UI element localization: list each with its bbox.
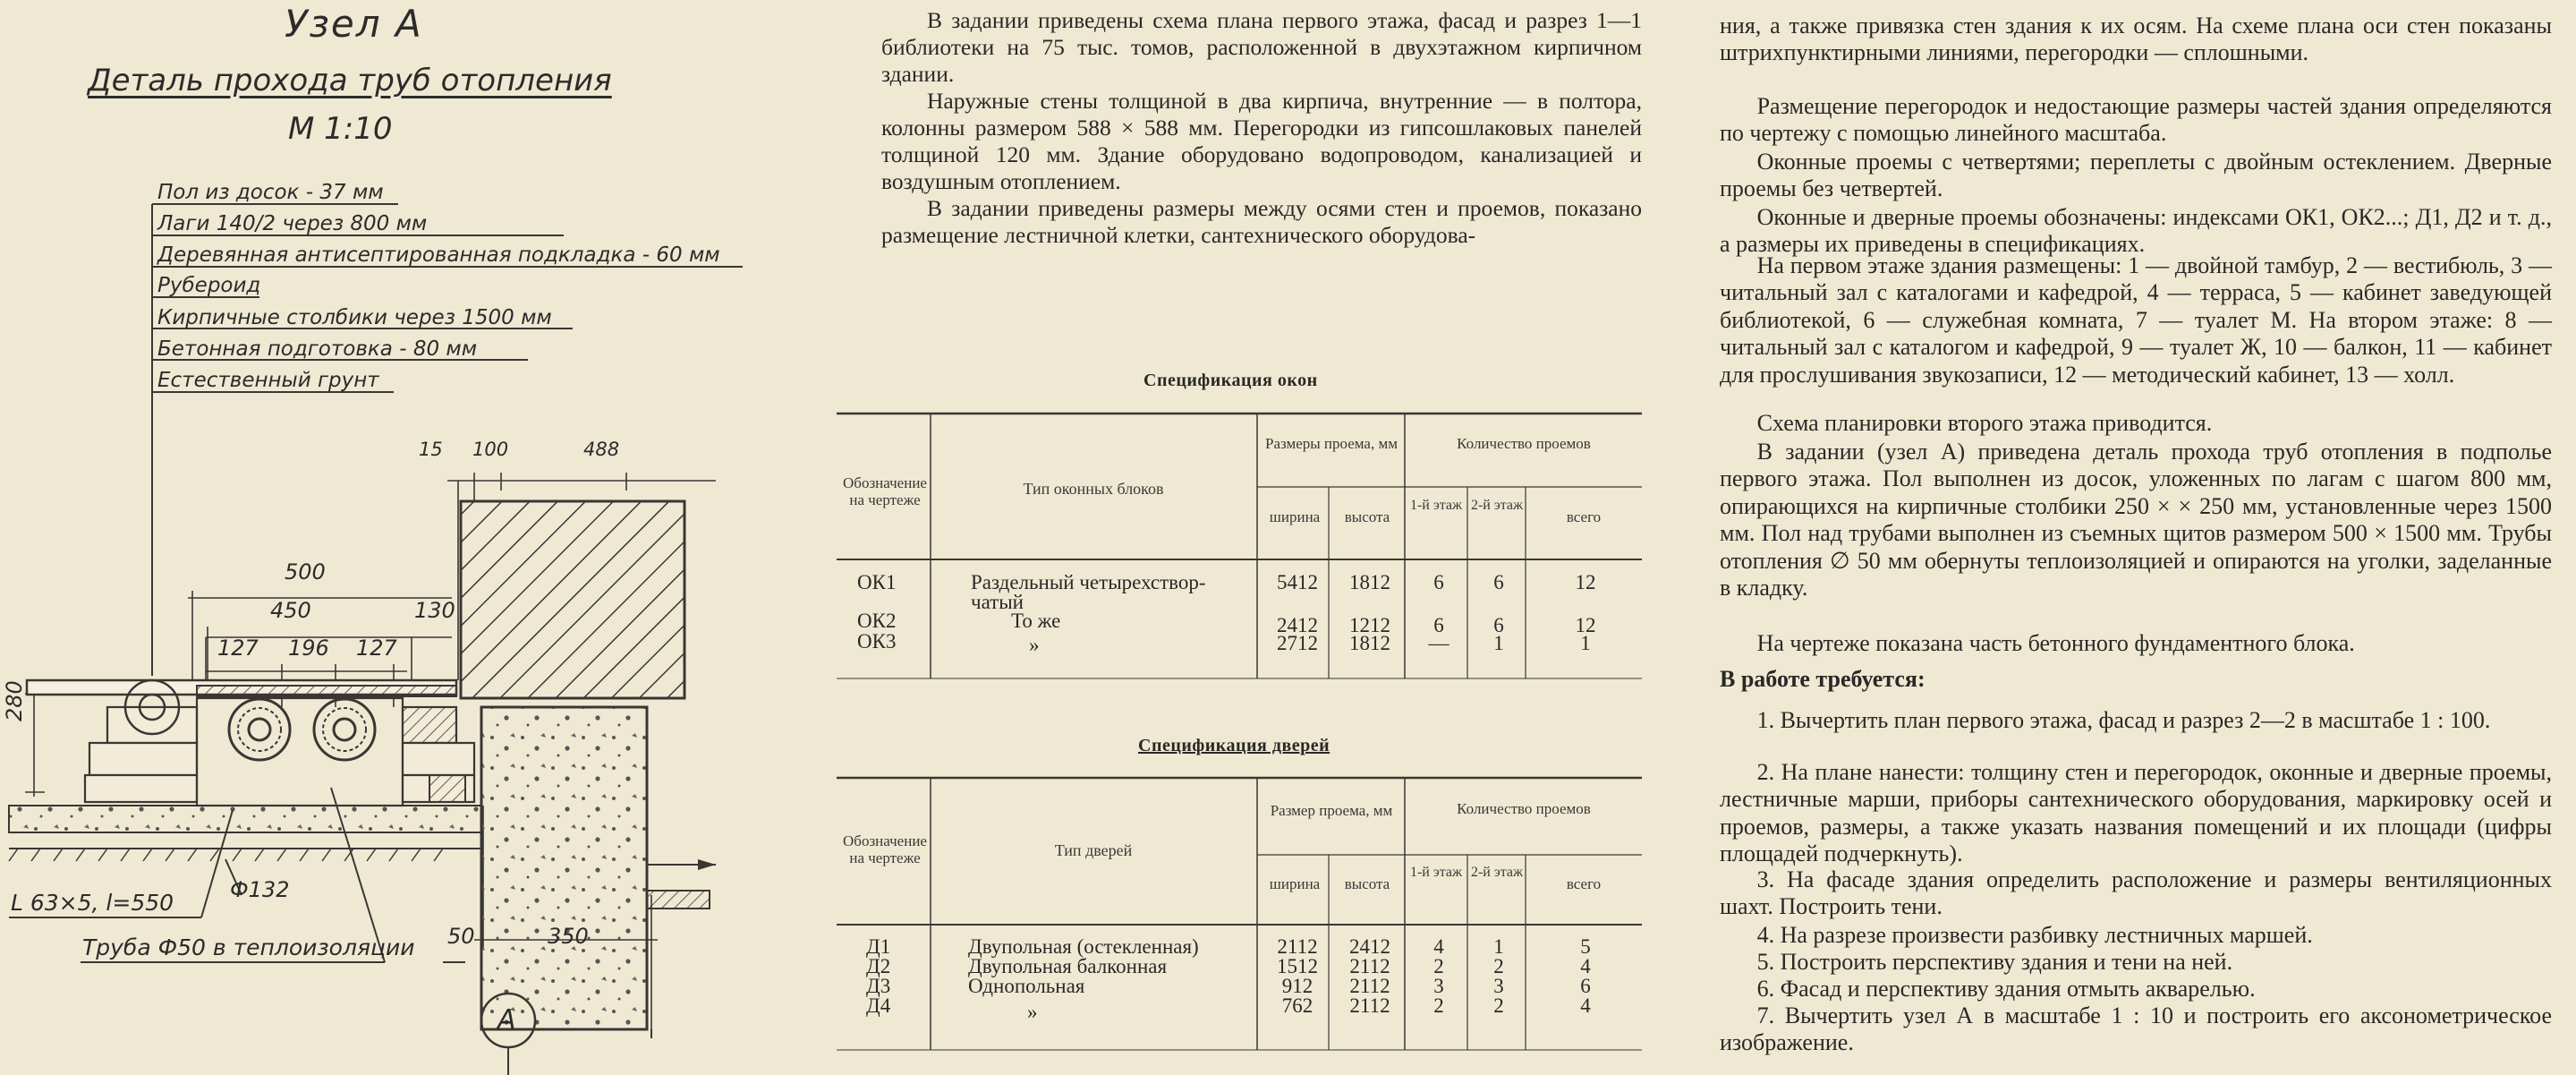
intro-paragraph: В задании приведены размеры между осями стен и проемов, показано размещение лестничной клетки, сантехнического оборудова- (881, 195, 1642, 248)
body-paragraph: Схема планировки второго этажа приводится. (1756, 410, 2213, 436)
table-cell: 2 (1493, 955, 1504, 977)
body-paragraph: Размещение перегородок и недостающие размеры частей здания определяются по чертежу с помощью линейного масштаба. (1720, 93, 2552, 147)
layer-label: Деревянная антисептированная подкладка - 60 мм (157, 243, 720, 267)
table-cell: 1812 (1349, 571, 1390, 593)
layer-label: Лаги 140/2 через 800 мм (157, 212, 428, 235)
th-width: ширина (1269, 508, 1321, 525)
dim-label: 127 (356, 636, 397, 661)
table-cell: ОК3 (857, 630, 897, 653)
th-total: всего (1566, 508, 1602, 525)
layer-label: Пол из досок - 37 мм (157, 181, 384, 204)
table-cell: Д1 (866, 935, 891, 958)
table-cell: 2112 (1349, 975, 1390, 997)
task-item: 1. Вычертить план первого этажа, фасад и разрез 2—2 в масштабе 1 : 100. (1756, 707, 2491, 733)
table-cell: » (1029, 634, 1040, 656)
dim-label: 196 (288, 636, 329, 661)
table-cell: 12 (1575, 571, 1596, 593)
th-qty: Количество проемов (1457, 800, 1591, 817)
doors-table-caption: Спецификация дверей (1138, 736, 1331, 755)
table-cell: 1 (1493, 632, 1504, 654)
table-cell: 2112 (1277, 935, 1318, 958)
th-floor1: 1-й этаж (1409, 498, 1463, 513)
layer-label: Кирпичные столбики через 1500 мм (157, 306, 552, 329)
task-item: 6. Фасад и перспективу здания отмыть акварелью. (1756, 976, 2256, 1002)
table-cell: 6 (1433, 571, 1444, 593)
dim-label: 100 (472, 439, 509, 460)
angle-callout: L 63×5, l=550 (11, 890, 174, 916)
layer-label: Бетонная подготовка - 80 мм (157, 337, 478, 361)
table-cell: Д3 (866, 975, 891, 997)
dim-label: 488 (583, 439, 620, 460)
table-cell: 6 (1493, 571, 1504, 593)
table-cell: Двупольная балконная (968, 955, 1168, 977)
th-mark: Обозначение на чертеже (843, 832, 927, 866)
task-item: 4. На разрезе произвести разбивку лестничных маршей. (1756, 922, 2313, 948)
table-cell: 2712 (1277, 632, 1318, 654)
table-cell: » (1027, 1001, 1038, 1023)
th-type: Тип оконных блоков (1023, 480, 1164, 498)
th-size: Размеры проема, мм (1264, 435, 1398, 452)
body-paragraph: Оконные проемы с четвертями; переплеты с двойным остеклением. Дверные проемы без четвертей. (1720, 149, 2552, 202)
dim-label: 280 (2, 680, 27, 721)
th-height: высота (1344, 508, 1390, 525)
table-cell: 12 (1575, 614, 1596, 636)
table-cell: 2 (1433, 994, 1444, 1017)
drawing-subtitle: Деталь прохода труб отопления (88, 63, 612, 98)
table-cell: 2112 (1349, 955, 1390, 977)
table-cell: 5412 (1277, 571, 1318, 593)
table-cell: 1812 (1349, 632, 1390, 654)
intro-paragraph: В задании приведены схема плана первого этажа, фасад и разрез 1—1 библиотеки на 75 тыс. томов, расположенной в двухэтажном кирпичном здании. (881, 7, 1642, 87)
table-cell: 2112 (1349, 994, 1390, 1017)
th-size: Размер проема, мм (1270, 802, 1393, 819)
dim-label: 500 (285, 559, 326, 584)
table-cell: 4 (1433, 935, 1444, 958)
table-cell: 2 (1433, 955, 1444, 977)
body-paragraph: На чертеже показана часть бетонного фундаментного блока. (1756, 630, 2355, 656)
table-cell: 2412 (1349, 935, 1390, 958)
th-qty: Количество проемов (1457, 435, 1591, 452)
th-total: всего (1566, 875, 1602, 892)
th-mark: Обозначение на чертеже (843, 474, 927, 508)
table-cell: 1512 (1277, 955, 1318, 977)
layer-label: Естественный грунт (157, 369, 379, 392)
table-cell: Двупольная (остекленная) (968, 935, 1199, 958)
table-cell: Однопольная (968, 975, 1085, 997)
table-cell: 5 (1580, 935, 1591, 958)
th-floor2: 2-й этаж (1470, 498, 1524, 513)
table-cell: 1212 (1349, 614, 1390, 636)
drawing-scale: М 1:10 (288, 111, 393, 147)
dim-label: Ф132 (230, 877, 290, 902)
task-item: 5. Построить перспективу здания и тени на ней. (1756, 949, 2233, 975)
intro-paragraph: Наружные стены толщиной в два кирпича, внутренние — в полтора, колонны размером 588 × 588 мм. Перегородки из гипсошлаковых панелей толщиной 120 мм. Здание оборудовано водопроводом, канализацией и воздушным отоплением. (881, 88, 1642, 194)
table-cell: 1 (1493, 935, 1504, 958)
table-cell: 2412 (1277, 614, 1318, 636)
work-heading: В работе требуется: (1720, 666, 1926, 692)
task-item: 3. На фасаде здания определить расположение и размеры вентиляционных шахт. Построить тени. (1720, 866, 2552, 920)
windows-table-caption: Спецификация окон (1143, 371, 1318, 390)
dim-label: 130 (414, 598, 455, 623)
body-paragraph: На первом этаже здания размещены: 1 — двойной тамбур, 2 — вестибюль, 3 — читальный зал с каталогами и кафедрой, 4 — терраса, 5 — кабинет заведующей библиотекой, 6 — служебная комната, 7 — туалет М. На втором этаже: 8 — читальный зал с каталогом и кафедрой, 9 — туалет Ж, 10 — балкон, 11 — кабинет для прослушивания звукозаписи, 12 — методический кабинет, 13 — холл. (1720, 252, 2552, 388)
th-width: ширина (1269, 875, 1321, 892)
table-cell: То же (1011, 610, 1061, 632)
table-cell: — (1428, 632, 1450, 654)
table-cell: Раздельный четырехствор-чатый (971, 571, 1206, 613)
task-item: 2. На плане нанести: толщину стен и перегородок, оконные и дверные проемы, лестничные марши, приборы сантехнического оборудования, маркировку осей и проемов, размеры, а также указать названия помещений и их площади (цифры площадей подчеркнуть). (1720, 759, 2552, 867)
th-type: Тип дверей (1054, 841, 1133, 859)
dim-label: 127 (217, 636, 259, 661)
pipe-callout: Труба Ф50 в теплоизоляции (82, 934, 415, 960)
table-cell: 912 (1281, 975, 1314, 997)
layer-label: Рубероид (157, 274, 261, 297)
table-cell: 6 (1580, 975, 1591, 997)
table-cell: 6 (1493, 614, 1504, 636)
drawing-title: Узел А (285, 2, 423, 46)
table-cell: ОК2 (857, 610, 897, 632)
body-paragraph: В задании (узел А) приведена деталь прохода труб отопления в подполье первого этажа. Пол выполнен из досок, уложенных по лагам с шагом 800 мм, опирающихся на кирпичные столбики 250 × × 250 мм, установленные через 1500 мм. Пол над трубами выполнен из съемных щитов размером 500 × 1500 мм. Трубы отопления ∅ 50 мм обернуты теплоизоляцией и опираются на уголки, заделанные в кладку. (1720, 439, 2552, 601)
table-cell: Д4 (866, 994, 891, 1017)
table-cell: 4 (1580, 994, 1591, 1017)
dim-label: 15 (419, 439, 443, 460)
table-cell: 762 (1281, 994, 1314, 1017)
table-cell: 4 (1580, 955, 1591, 977)
table-cell: 1 (1580, 632, 1591, 654)
table-cell: Д2 (866, 955, 891, 977)
th-floor1: 1-й этаж (1409, 865, 1463, 880)
detail-drawing (0, 0, 832, 1075)
table-cell: ОК1 (857, 571, 897, 593)
body-paragraph: ния, а также привязка стен здания к их осям. На схеме плана оси стен показаны штрихпунктирными линиями, перегородки — сплошными. (1720, 13, 2552, 66)
table-cell: 3 (1493, 975, 1504, 997)
th-height: высота (1344, 875, 1390, 892)
axis-label: А (497, 1004, 516, 1036)
dim-label: 350 (548, 924, 589, 949)
table-cell: 2 (1493, 994, 1504, 1017)
table-cell: 3 (1433, 975, 1444, 997)
dim-label: 450 (270, 598, 311, 623)
body-paragraph: Оконные и дверные проемы обозначены: индексами ОК1, ОК2...; Д1, Д2 и т. д., а размеры их приведены в спецификациях. (1720, 204, 2552, 258)
th-floor2: 2-й этаж (1470, 865, 1524, 880)
table-cell: 6 (1433, 614, 1444, 636)
task-item: 7. Вычертить узел А в масштабе 1 : 10 и построить его аксонометрическое изображение. (1720, 1002, 2552, 1056)
dim-label: 50 (447, 924, 475, 949)
